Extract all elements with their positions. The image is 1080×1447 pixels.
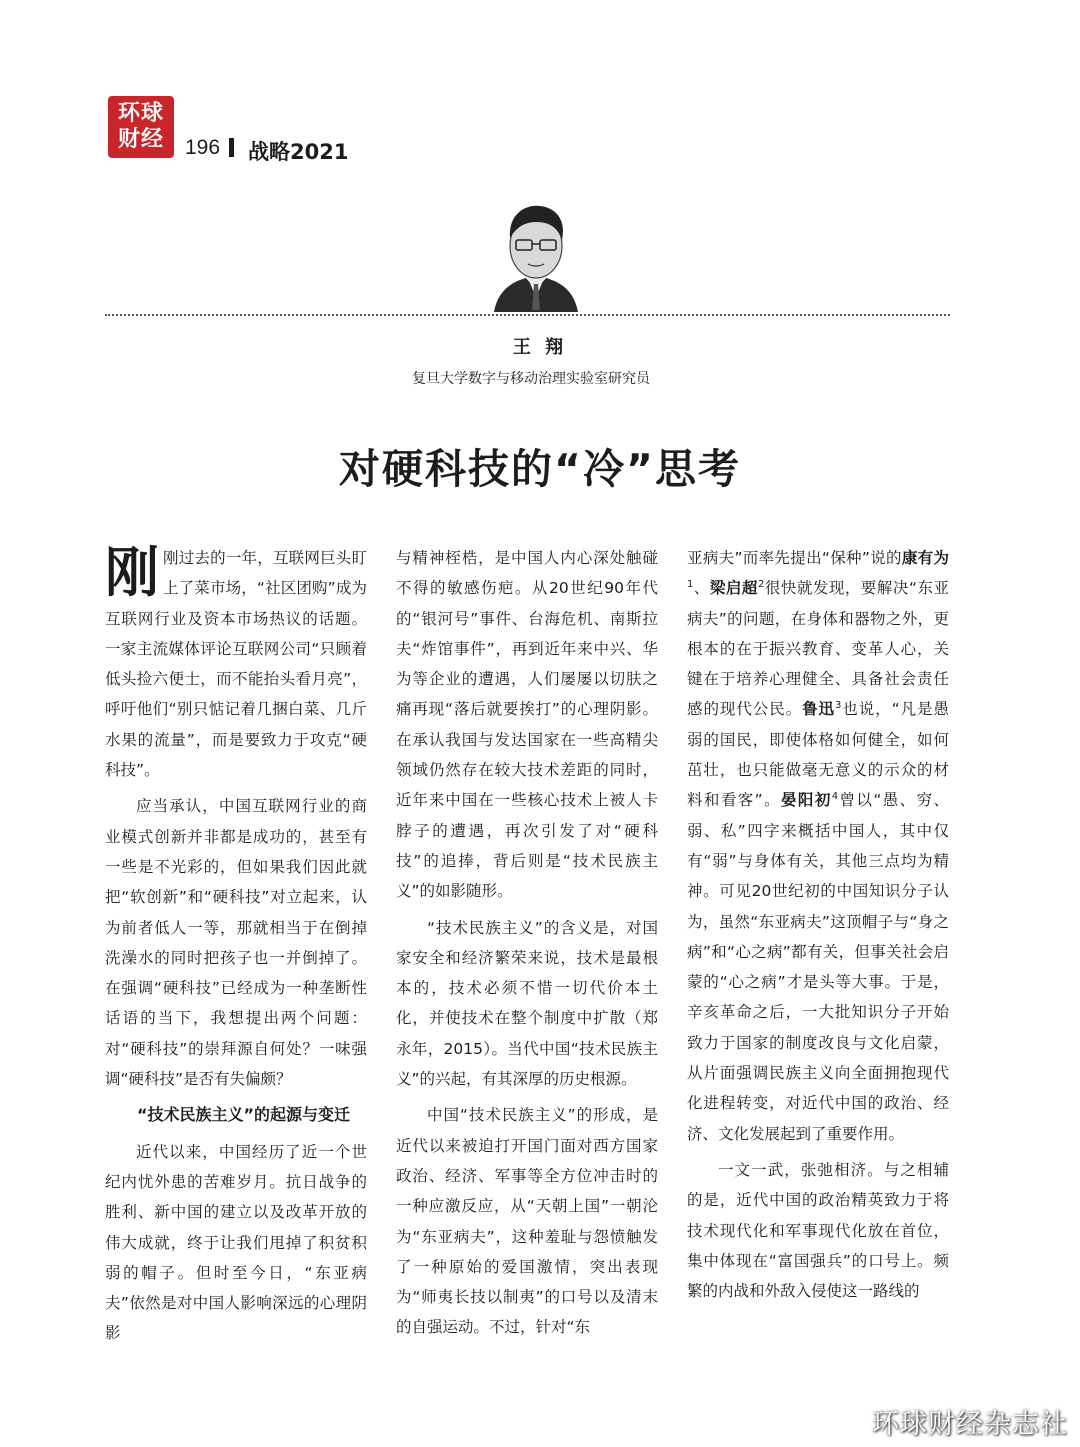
column-3 bbox=[687, 543, 949, 1312]
paragraph bbox=[687, 543, 949, 1149]
logo-line2: 财经 bbox=[117, 127, 164, 152]
footnote-ref: 2 bbox=[757, 579, 765, 591]
weibo-icon bbox=[826, 1404, 860, 1438]
section-subheading: “技术民族主义”的起源与变迁 bbox=[137, 1105, 351, 1125]
person-name: 晏阳初 bbox=[781, 791, 832, 810]
header-divider bbox=[229, 138, 234, 157]
paragraph: “技术民族主义”的含义是，对国家安全和经济繁荣来说，技术是最根本的，技术必须不惜一切代价本土化，并使技术在整个制度中扩散（郑永年，2015）。当代中国“技术民族主义”的兴起，有其深厚的历史根源。 bbox=[396, 918, 658, 1089]
paragraph-text: 刚过去的一年，互联网巨头盯上了菜市场，“社区团购”成为互联网行业及资本市场热议的话题。一家主流媒体评论互联网公司“只顾着低头捡六便士，而不能抬头看月亮”，呼吁他们“别只惦记着几捆白菜、几斤水果的流量”，而是要致力于攻克“硬科技”。 bbox=[105, 549, 367, 780]
page-number: 196 bbox=[185, 136, 221, 159]
author-portrait bbox=[488, 198, 584, 312]
column-2 bbox=[396, 543, 658, 1349]
author-name: 王 翔 bbox=[512, 337, 568, 358]
logo-line1: 环球 bbox=[117, 101, 164, 126]
drop-cap: 刚 bbox=[105, 541, 159, 604]
section-title: 战略2021 bbox=[248, 140, 349, 164]
text-run: 也说，“凡是愚弱的国民，即使体格如何健全，如何茁壮，也只能做毫无意义的示众的材料和看客”。 bbox=[687, 700, 949, 810]
paragraph: 一文一武，张弛相济。与之相辅的是，近代中国的政治精英致力于将技术现代化和军事现代化放在首位，集中体现在“富国强兵”的口号上。频繁的内战和外敌入侵使这一路线的 bbox=[687, 1160, 949, 1301]
article-title: 对硬科技的“冷”思考 bbox=[339, 445, 741, 493]
separator: 、 bbox=[693, 579, 710, 598]
column-1 bbox=[105, 543, 367, 1355]
paragraph: 应当承认，中国互联网行业的商业模式创新并非都是成功的，甚至有一些是不光彩的，但如果我们因此就把“软创新”和“硬科技”对立起来，认为前者低人一等，那就相当于在倒掉洗澡水的同时把孩子也一并倒掉了。在强调“硬科技”已经成为一种垄断性话语的当下，我想提出两个问题：对“硬科技”的崇拜源自何处？一味强调“硬科技”是否有失偏颇？ bbox=[105, 797, 367, 1089]
dotted-divider bbox=[105, 314, 950, 316]
text-run: 很快就发现，要解决“东亚病夫”的问题，在身体和器物之外，更根本的在于振兴教育、变革人心，关键在于培养心理健全、具备社会责任感的现代公民。 bbox=[687, 579, 949, 719]
person-name: 梁启超 bbox=[709, 579, 758, 598]
footnote-ref: 1 bbox=[687, 579, 694, 591]
text-run: 曾以“愚、穷、弱、私”四字来概括中国人，其中仅有“弱”与身体有关，其他三点均为精神。可见20世纪初的中国知识分子认为，虽然“东亚病夫”这顶帽子与“身之病”和“心之病”都有关，但事关社会启蒙的“心之病”才是头等大事。于是，辛亥革命之后，一大批知识分子开始致力于国家的制度改良与文化启蒙，从片面强调民族主义向全面拥抱现代化进程转变，对近代中国的政治、经济、文化发展起到了重要作用。 bbox=[687, 791, 950, 1143]
footnote-ref: 3 bbox=[834, 700, 842, 712]
paragraph: 与精神桎梏，是中国人内心深处触碰不得的敏感伤疤。从20世纪90年代的“银河号”事件、台海危机、南斯拉夫“炸馆事件”，再到近年来中兴、华为等企业的遭遇，人们屡屡以切肤之痛再现“落后就要挨打”的心理阴影。在承认我国与发达国家在一些高精尖领域仍然存在较大技术差距的同时，近年来中国在一些核心技术上被人卡脖子的遭遇，再次引发了对“硬科技”的追捧，背后则是“技术民族主义”的如影随形。 bbox=[396, 549, 658, 901]
person-name: 鲁迅 bbox=[802, 700, 835, 719]
paragraph bbox=[105, 543, 367, 785]
magazine-logo bbox=[108, 96, 174, 158]
footnote-ref: 4 bbox=[831, 791, 839, 803]
author-affiliation: 复旦大学数字与移动治理实验室研究员 bbox=[412, 371, 650, 387]
text-run: 亚病夫”而率先提出“保种”说的 bbox=[687, 549, 902, 567]
watermark: 环球财经杂志社 bbox=[872, 1409, 1068, 1440]
paragraph: 近代以来，中国经历了近一个世纪内忧外患的苦难岁月。抗日战争的胜利、新中国的建立以及改革开放的伟大成就，终于让我们甩掉了积贫积弱的帽子。但时至今日，“东亚病夫”依然是对中国人影响深远的心理阴影 bbox=[105, 1142, 367, 1343]
paragraph: 中国“技术民族主义”的形成，是近代以来被迫打开国门面对西方国家政治、经济、军事等全方位冲击时的一种应激反应，从“天朝上国”一朝沦为“东亚病夫”，这种羞耻与怨愤触发了一种原始的爱国激情，突出表现为“师夷长技以制夷”的口号以及清末的自强运动。不过，针对“东 bbox=[396, 1106, 658, 1337]
person-name: 康有为 bbox=[901, 549, 949, 567]
